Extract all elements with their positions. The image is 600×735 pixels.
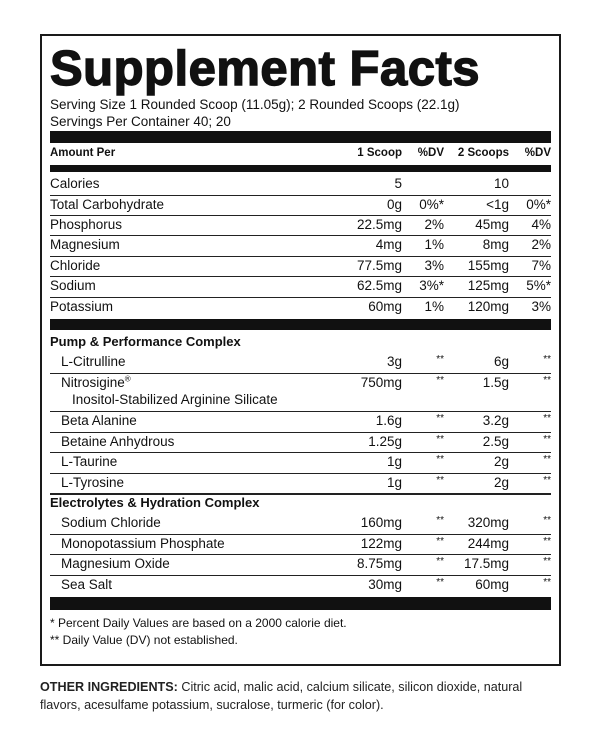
nutrient-dv-1: 1% bbox=[424, 299, 444, 314]
nutrient-one-scoop: 22.5mg bbox=[356, 217, 402, 232]
section-title-electrolytes: Electrolytes & Hydration Complex bbox=[50, 495, 260, 510]
nutrient-name: Sodium bbox=[50, 278, 96, 293]
ingredient-row-sea-salt bbox=[50, 575, 551, 595]
thick-bar-bottom bbox=[50, 597, 551, 610]
nutrient-dv-2: 0%* bbox=[526, 197, 551, 212]
nutrient-dv-2: 4% bbox=[531, 217, 551, 232]
header-dv-1: %DV bbox=[417, 147, 444, 159]
nutrient-name: Potassium bbox=[50, 299, 114, 314]
other-ingredients-label: OTHER INGREDIENTS: bbox=[40, 680, 178, 694]
ingredient-dv-2: ** bbox=[543, 556, 551, 567]
nutrient-name: Phosphorus bbox=[50, 217, 123, 232]
nutrient-dv-1: 1% bbox=[424, 237, 444, 252]
nutrient-row-phosphorus bbox=[50, 215, 551, 235]
ingredient-row-nitrosigine bbox=[50, 373, 551, 411]
ingredient-dv-2: ** bbox=[543, 515, 551, 526]
ingredient-two-scoops: 1.5g bbox=[482, 375, 509, 390]
ingredient-two-scoops: 6g bbox=[493, 354, 509, 369]
ingredient-two-scoops: 60mg bbox=[475, 577, 509, 592]
ingredient-one-scoop: 1.6g bbox=[375, 413, 402, 428]
ingredient-one-scoop: 30mg bbox=[368, 577, 402, 592]
nutrient-dv-1: 3%* bbox=[419, 278, 444, 293]
ingredient-dv-2: ** bbox=[543, 475, 551, 486]
column-header bbox=[50, 147, 551, 164]
ingredient-dv-1: ** bbox=[436, 375, 444, 386]
nutrient-row-sodium bbox=[50, 276, 551, 296]
nutrient-two-scoops: 8mg bbox=[482, 237, 509, 252]
ingredient-dv-1: ** bbox=[436, 434, 444, 445]
ingredient-row-betaine-anhydrous bbox=[50, 432, 551, 452]
nutrient-two-scoops: 155mg bbox=[467, 258, 509, 273]
ingredient-two-scoops: 2g bbox=[493, 454, 509, 469]
nutrient-one-scoop: 5 bbox=[394, 176, 402, 191]
ingredient-dv-2: ** bbox=[543, 577, 551, 588]
ingredient-name: Monopotassium Phosphate bbox=[61, 536, 225, 551]
ingredient-two-scoops: 244mg bbox=[467, 536, 509, 551]
ingredient-row-sodium-chloride bbox=[50, 513, 551, 533]
nutrient-row-calories bbox=[50, 174, 551, 194]
nutrient-name: Total Carbohydrate bbox=[50, 197, 165, 212]
ingredient-row-l-tyrosine bbox=[50, 473, 551, 493]
ingredient-dv-2: ** bbox=[543, 454, 551, 465]
ingredient-dv-1: ** bbox=[436, 536, 444, 547]
ingredient-dv-1: ** bbox=[436, 577, 444, 588]
nutrient-two-scoops: 45mg bbox=[475, 217, 509, 232]
panel-title: Supplement Facts bbox=[50, 42, 481, 96]
nutrient-name: Calories bbox=[50, 176, 100, 191]
other-ingredients bbox=[40, 678, 566, 714]
ingredient-one-scoop: 160mg bbox=[360, 515, 402, 530]
ingredient-dv-1: ** bbox=[436, 413, 444, 424]
footnote-dv: * Percent Daily Values are based on a 2000 calorie diet. bbox=[50, 616, 347, 630]
ingredient-name: L-Citrulline bbox=[61, 354, 126, 369]
thick-bar-top bbox=[50, 131, 551, 143]
nutrient-dv-2: 5%* bbox=[526, 278, 551, 293]
ingredient-dv-1: ** bbox=[436, 475, 444, 486]
header-one-scoop: 1 Scoop bbox=[357, 147, 402, 159]
ingredient-one-scoop: 122mg bbox=[360, 536, 402, 551]
ingredient-name bbox=[61, 375, 131, 390]
ingredient-row-monopotassium-phosphate bbox=[50, 534, 551, 554]
nutrient-name: Magnesium bbox=[50, 237, 120, 252]
nutrient-one-scoop: 77.5mg bbox=[356, 258, 402, 273]
nutrient-two-scoops: 10 bbox=[493, 176, 509, 191]
nutrient-row-chloride bbox=[50, 256, 551, 276]
other-ingredients-text: Citric acid, malic acid, calcium silicate, silicon dioxide, natural flavors, acesulfame potassium, sucralose, turmeric (for color). bbox=[40, 680, 523, 712]
ingredient-dv-1: ** bbox=[436, 454, 444, 465]
ingredient-one-scoop: 1g bbox=[386, 454, 402, 469]
ingredient-one-scoop: 750mg bbox=[360, 375, 402, 390]
nutrient-row-potassium bbox=[50, 297, 551, 317]
ingredient-one-scoop: 1.25g bbox=[368, 434, 402, 449]
ingredient-dv-1: ** bbox=[436, 354, 444, 365]
ingredient-dv-2: ** bbox=[543, 413, 551, 424]
ingredient-name: Beta Alanine bbox=[61, 413, 137, 428]
nutrient-dv-1: 3% bbox=[424, 258, 444, 273]
thick-bar-middle bbox=[50, 319, 551, 330]
ingredient-name: Sea Salt bbox=[61, 577, 113, 592]
ingredient-two-scoops: 3.2g bbox=[482, 413, 509, 428]
ingredient-two-scoops: 320mg bbox=[467, 515, 509, 530]
nutrient-dv-2: 3% bbox=[531, 299, 551, 314]
panel-content bbox=[50, 36, 551, 664]
header-two-scoops: 2 Scoops bbox=[457, 147, 509, 159]
ingredient-row-l-citrulline bbox=[50, 352, 551, 372]
ingredient-name: L-Tyrosine bbox=[61, 475, 125, 490]
ingredient-name: Magnesium Oxide bbox=[61, 556, 170, 571]
ingredient-two-scoops: 2g bbox=[493, 475, 509, 490]
header-dv-2: %DV bbox=[524, 147, 551, 159]
header-amount-per: Amount Per bbox=[50, 147, 116, 159]
ingredient-name: L-Taurine bbox=[61, 454, 118, 469]
nutrient-two-scoops: 120mg bbox=[467, 299, 509, 314]
ingredient-row-beta-alanine bbox=[50, 411, 551, 431]
ingredient-name: Betaine Anhydrous bbox=[61, 434, 175, 449]
nutrient-row-magnesium bbox=[50, 235, 551, 255]
footnote-not-established: ** Daily Value (DV) not established. bbox=[50, 633, 238, 647]
ingredient-one-scoop: 1g bbox=[386, 475, 402, 490]
serving-info bbox=[50, 96, 460, 130]
ingredient-dv-1: ** bbox=[436, 515, 444, 526]
nutrient-dv-1: 2% bbox=[424, 217, 444, 232]
nutrient-one-scoop: 60mg bbox=[368, 299, 402, 314]
nutrient-dv-1: 0%* bbox=[419, 197, 444, 212]
nutrient-name: Chloride bbox=[50, 258, 101, 273]
ingredient-dv-2: ** bbox=[543, 536, 551, 547]
ingredient-row-magnesium-oxide bbox=[50, 554, 551, 574]
ingredient-two-scoops: 17.5mg bbox=[463, 556, 509, 571]
nutrient-row-total-carbohydrate bbox=[50, 195, 551, 215]
nutrient-two-scoops: 125mg bbox=[467, 278, 509, 293]
serving-size: Serving Size 1 Rounded Scoop (11.05g); 2 Rounded Scoops (22.1g) bbox=[50, 97, 460, 112]
ingredient-subname: Inositol-Stabilized Arginine Silicate bbox=[72, 392, 278, 407]
ingredient-dv-2: ** bbox=[543, 354, 551, 365]
supplement-facts-panel bbox=[40, 34, 561, 666]
nutrient-two-scoops: <1g bbox=[486, 197, 509, 212]
nutrient-one-scoop: 62.5mg bbox=[356, 278, 402, 293]
servings-per-container: Servings Per Container 40; 20 bbox=[50, 114, 231, 129]
section-title-pump: Pump & Performance Complex bbox=[50, 334, 241, 349]
ingredient-two-scoops: 2.5g bbox=[482, 434, 509, 449]
ingredient-dv-1: ** bbox=[436, 556, 444, 567]
ingredient-dv-2: ** bbox=[543, 434, 551, 445]
nutrient-dv-2: 7% bbox=[531, 258, 551, 273]
nutrient-dv-2: 2% bbox=[531, 237, 551, 252]
ingredient-one-scoop: 8.75mg bbox=[356, 556, 402, 571]
ingredient-name-text: Nitrosigine bbox=[61, 375, 125, 390]
ingredient-dv-2: ** bbox=[543, 375, 551, 386]
ingredient-name: Sodium Chloride bbox=[61, 515, 161, 530]
ingredient-one-scoop: 3g bbox=[386, 354, 402, 369]
ingredient-row-l-taurine bbox=[50, 452, 551, 472]
thick-bar-header bbox=[50, 165, 551, 172]
registered-mark: ® bbox=[124, 374, 131, 384]
nutrient-one-scoop: 4mg bbox=[375, 237, 402, 252]
nutrient-one-scoop: 0g bbox=[386, 197, 402, 212]
